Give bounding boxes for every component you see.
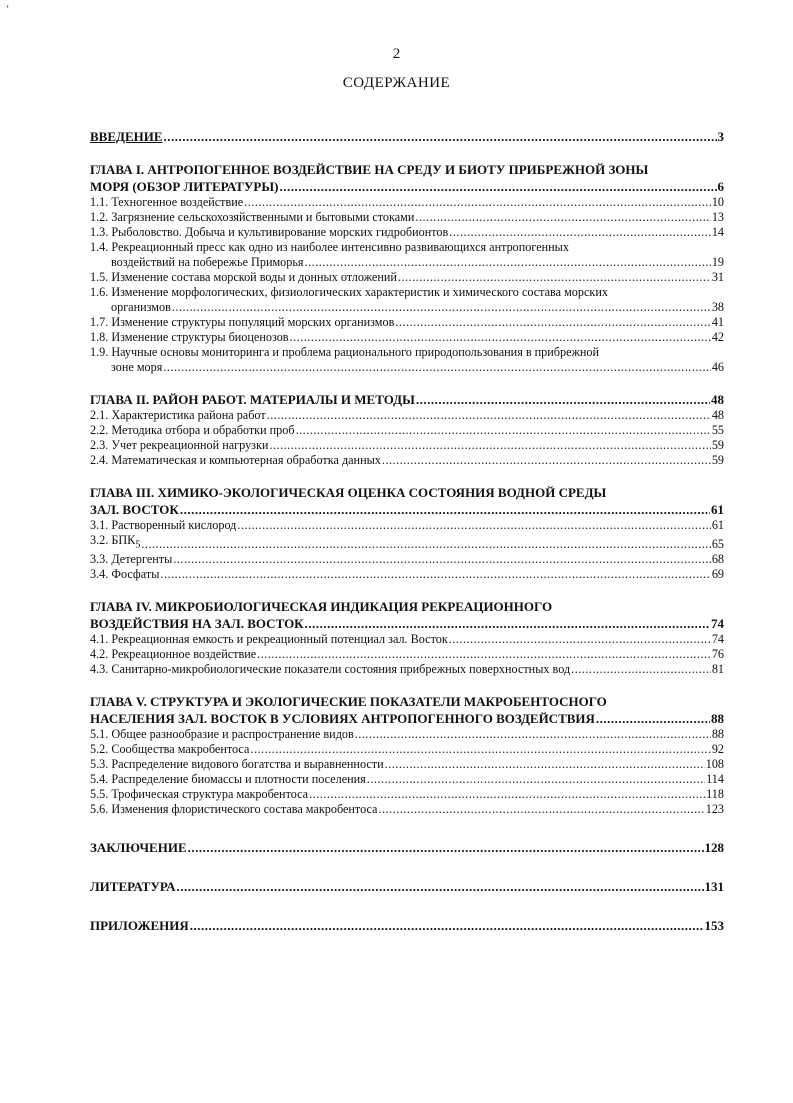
toc-entry-text: организмов <box>111 300 171 314</box>
toc-entry-5-2[interactable] <box>90 742 724 757</box>
toc-group-chapter5 <box>90 693 724 817</box>
dot-leader <box>416 391 710 408</box>
dot-leader <box>244 195 711 210</box>
dot-leader <box>163 360 710 375</box>
toc-entry-text: 5.5. Трофическая структура макробентоса <box>90 787 309 802</box>
toc-page-number: 3 <box>717 129 724 144</box>
toc-entry-text: 1.2. Загрязнение сельскохозяйственными и бытовыми стоками <box>90 210 415 224</box>
toc-entry-1-1[interactable] <box>90 195 724 210</box>
toc-page-number: 69 <box>711 567 724 582</box>
toc-entry-text: ВВЕДЕНИЕ <box>90 129 163 144</box>
dot-leader <box>415 210 710 225</box>
toc-entry-chapter2[interactable] <box>90 391 724 408</box>
dot-leader <box>237 518 710 533</box>
dot-leader <box>596 710 710 727</box>
toc-entry-conclusion[interactable] <box>90 839 724 856</box>
page-number: 2 <box>392 46 401 62</box>
toc-entry-5-5[interactable] <box>90 787 724 802</box>
toc-entry-3-3[interactable] <box>90 552 724 567</box>
toc-entry-text: 4.1. Рекреационная емкость и рекреационный потенциал зал. Восток <box>90 632 448 647</box>
toc-page-number: 81 <box>711 662 724 677</box>
dot-leader <box>395 315 710 330</box>
toc-entry-text: 5.3. Распределение видового богатства и выравненности <box>90 757 384 772</box>
dot-leader <box>309 787 705 802</box>
dot-leader <box>382 453 711 468</box>
toc-page-number: 10 <box>711 195 724 209</box>
toc-entry-intro[interactable] <box>90 128 724 145</box>
toc-entry-text: 5.6. Изменения флористического состава макробентоса <box>90 802 378 817</box>
dot-leader <box>449 632 711 647</box>
toc-group-conclusion <box>90 839 724 856</box>
toc-group-literature <box>90 878 724 895</box>
toc-entry-3-4[interactable] <box>90 567 724 582</box>
dot-leader <box>398 270 711 285</box>
dot-leader <box>449 225 711 240</box>
toc-entry-chapter5[interactable] <box>90 710 724 727</box>
dot-leader <box>305 615 710 632</box>
toc-page-number: 19 <box>711 255 724 269</box>
toc-entry-text: зоне моря <box>111 360 163 374</box>
toc-entry-label: 3.2. БПК <box>90 533 136 547</box>
toc-entry-5-3[interactable] <box>90 757 724 772</box>
dot-leader <box>267 408 711 423</box>
toc-entry-4-3[interactable] <box>90 662 724 677</box>
dot-leader <box>355 727 711 742</box>
toc-entry-2-4[interactable] <box>90 453 724 468</box>
toc-page-number: 88 <box>711 711 724 727</box>
toc-entry-text: 1.1. Техногенное воздействие <box>90 195 244 209</box>
toc-entry-line: 1.9. Научные основы мониторинга и проблема рационального природопользования в прибрежной <box>90 345 600 359</box>
toc-page-number: 46 <box>711 360 724 374</box>
chapter-heading-line: ГЛАВА III. ХИМИКО-ЭКОЛОГИЧЕСКАЯ ОЦЕНКА СОСТОЯНИЯ ВОДНОЙ СРЕДЫ <box>90 485 607 500</box>
toc-entry-1-5[interactable] <box>90 270 724 285</box>
toc-entry-text: ГЛАВА II. РАЙОН РАБОТ. МАТЕРИАЛЫ И МЕТОДЫ <box>90 392 415 407</box>
dot-leader <box>141 537 710 552</box>
toc-entry-1-9[interactable] <box>90 360 724 375</box>
toc-group-chapter4 <box>90 598 724 677</box>
dot-leader <box>290 330 711 345</box>
toc-page-number: 76 <box>711 647 724 662</box>
dot-leader <box>378 802 704 817</box>
dot-leader <box>385 757 705 772</box>
dot-leader <box>296 423 711 438</box>
toc-entry-text: 3.1. Растворенный кислород <box>90 518 237 532</box>
toc-page-number: 88 <box>711 727 724 742</box>
toc-entry-5-4[interactable] <box>90 772 724 787</box>
toc-page-number: 55 <box>711 423 724 437</box>
toc-entry-3-1[interactable] <box>90 518 724 533</box>
toc-entry-chapter4[interactable] <box>90 615 724 632</box>
toc-entry-text: 2.3. Учет рекреационной нагрузки <box>90 438 269 452</box>
toc-page-number: 13 <box>711 210 724 224</box>
toc-entry-chapter1[interactable] <box>90 178 724 195</box>
chapter-heading-line: ГЛАВА V. СТРУКТУРА И ЭКОЛОГИЧЕСКИЕ ПОКАЗАТЕЛИ МАКРОБЕНТОСНОГО <box>90 694 607 710</box>
toc-page-number: 61 <box>711 502 724 517</box>
dot-leader <box>160 567 710 582</box>
toc-page-number: 48 <box>711 408 724 422</box>
toc-entry-1-4[interactable] <box>90 255 724 270</box>
dot-leader <box>571 662 711 677</box>
toc-page-number: 114 <box>706 772 724 787</box>
dot-leader <box>173 552 710 567</box>
dot-leader <box>190 917 704 934</box>
toc-entry-text: 4.2. Рекреационное воздействие <box>90 647 257 662</box>
dot-leader <box>250 742 710 757</box>
toc-entry-literature[interactable] <box>90 878 724 895</box>
toc-group-intro <box>90 128 724 145</box>
toc-page-number: 41 <box>711 315 724 329</box>
toc-entry-5-1[interactable] <box>90 727 724 742</box>
toc-entry-line: 1.6. Изменение морфологических, физиологических характеристик и химического состава морских <box>90 285 608 299</box>
dot-leader <box>269 438 710 453</box>
toc-page-number: 68 <box>711 552 724 567</box>
toc-entry-1-7[interactable] <box>90 315 724 330</box>
toc-entry-chapter3[interactable] <box>90 501 724 518</box>
toc-entry-text: 4.3. Санитарно-микробиологические показатели состояния прибрежных поверхностных вод <box>90 662 571 677</box>
toc-page-number: 128 <box>704 840 724 856</box>
toc-page-number: 59 <box>711 438 724 452</box>
toc-entry-text: ПРИЛОЖЕНИЯ <box>90 918 189 934</box>
dot-leader <box>180 501 710 518</box>
toc-page-number: 38 <box>711 300 724 314</box>
chapter-heading-line: ГЛАВА I. АНТРОПОГЕННОЕ ВОЗДЕЙСТВИЕ НА СРЕДУ И БИОТУ ПРИБРЕЖНОЙ ЗОНЫ <box>90 162 649 177</box>
toc-entry-1-2[interactable] <box>90 210 724 225</box>
dot-leader <box>164 128 717 145</box>
toc-entry-text: 2.1. Характеристика района работ <box>90 408 266 422</box>
toc-page-number: 42 <box>711 330 724 344</box>
toc-entry-text: НАСЕЛЕНИЯ ЗАЛ. ВОСТОК В УСЛОВИЯХ АНТРОПОГЕННОГО ВОЗДЕЙСТВИЯ <box>90 711 595 727</box>
toc-page-number: 14 <box>711 225 724 239</box>
toc-entry-1-3[interactable] <box>90 225 724 240</box>
toc-entry-text: 1.8. Изменение структуры биоценозов <box>90 330 289 344</box>
toc-entry-text: 3.4. Фосфаты <box>90 567 160 582</box>
chapter-heading-line: ГЛАВА IV. МИКРОБИОЛОГИЧЕСКАЯ ИНДИКАЦИЯ РЕКРЕАЦИОННОГО <box>90 599 553 615</box>
toc-entry-3-2[interactable] <box>90 533 724 552</box>
toc-page-number: 59 <box>711 453 724 467</box>
toc-entry-5-6[interactable] <box>90 802 724 817</box>
toc-page-number: 118 <box>706 787 724 802</box>
toc-entry-appendices[interactable] <box>90 917 724 934</box>
toc-title: СОДЕРЖАНИЕ <box>342 75 451 91</box>
toc-page-number: 153 <box>704 918 724 934</box>
toc-page-number: 65 <box>711 537 724 552</box>
toc-entry-2-2[interactable] <box>90 423 724 438</box>
dot-leader <box>177 878 704 895</box>
dot-leader <box>257 647 711 662</box>
toc-page-number: 123 <box>705 802 724 817</box>
toc-entry-text: ЛИТЕРАТУРА <box>90 879 176 895</box>
toc-group-chapter3 <box>90 484 724 582</box>
toc-page-number: 61 <box>711 518 724 532</box>
dot-leader <box>172 300 711 315</box>
toc-page-number: 74 <box>711 616 724 632</box>
toc-entry-2-3[interactable] <box>90 438 724 453</box>
toc-entry-text: 1.7. Изменение структуры популяций морских организмов <box>90 315 395 329</box>
toc-page-number: 131 <box>704 879 724 895</box>
margin-mark: ʻ <box>6 4 10 15</box>
toc-entry-text: 5.2. Сообщества макробентоса <box>90 742 250 757</box>
toc-page-number: 92 <box>711 742 724 757</box>
toc-entry-text: 5.1. Общее разнообразие и распространение видов <box>90 727 354 742</box>
dot-leader <box>367 772 705 787</box>
toc-entry-4-1[interactable] <box>90 632 724 647</box>
toc-entry-line: 1.4. Рекреационный пресс как одно из наиболее интенсивно развивающихся антропогенных <box>90 240 569 254</box>
toc-page-number: 74 <box>711 632 724 647</box>
dot-leader <box>279 178 716 195</box>
toc-entry-text: 5.4. Распределение биомассы и плотности поселения <box>90 772 366 787</box>
dot-leader <box>305 255 711 270</box>
toc-page-number: 31 <box>711 270 724 284</box>
toc-page-number: 108 <box>705 757 724 772</box>
toc-page-number: 48 <box>711 392 724 407</box>
toc-entry-text: 1.5. Изменение состава морской воды и донных отложений <box>90 270 397 284</box>
table-of-contents <box>90 128 724 950</box>
toc-entry-text: ЗАКЛЮЧЕНИЕ <box>90 840 187 856</box>
toc-group-chapter1 <box>90 161 724 375</box>
toc-group-appendices <box>90 917 724 934</box>
toc-entry-4-2[interactable] <box>90 647 724 662</box>
subscript: 5 <box>135 539 141 551</box>
toc-entry-text: ВОЗДЕЙСТВИЯ НА ЗАЛ. ВОСТОК <box>90 616 304 632</box>
toc-entry-text: 2.2. Методика отбора и обработки проб <box>90 423 295 437</box>
toc-entry-text: МОРЯ (ОБЗОР ЛИТЕРАТУРЫ) <box>90 179 279 194</box>
toc-entry-1-6[interactable] <box>90 300 724 315</box>
toc-entry-text: воздействий на побережье Приморья <box>111 255 304 269</box>
toc-group-chapter2 <box>90 391 724 468</box>
toc-entry-text: 2.4. Математическая и компьютерная обработка данных <box>90 453 381 467</box>
toc-entry-text: 3.3. Детергенты <box>90 552 173 567</box>
toc-entry-text: ЗАЛ. ВОСТОК <box>90 502 179 517</box>
toc-entry-text <box>90 533 140 552</box>
toc-page-number: 6 <box>717 179 724 194</box>
toc-entry-1-8[interactable] <box>90 330 724 345</box>
toc-entry-text: 1.3. Рыболовство. Добыча и культивирование морских гидробионтов <box>90 225 449 239</box>
dot-leader <box>188 839 704 856</box>
toc-entry-2-1[interactable] <box>90 408 724 423</box>
